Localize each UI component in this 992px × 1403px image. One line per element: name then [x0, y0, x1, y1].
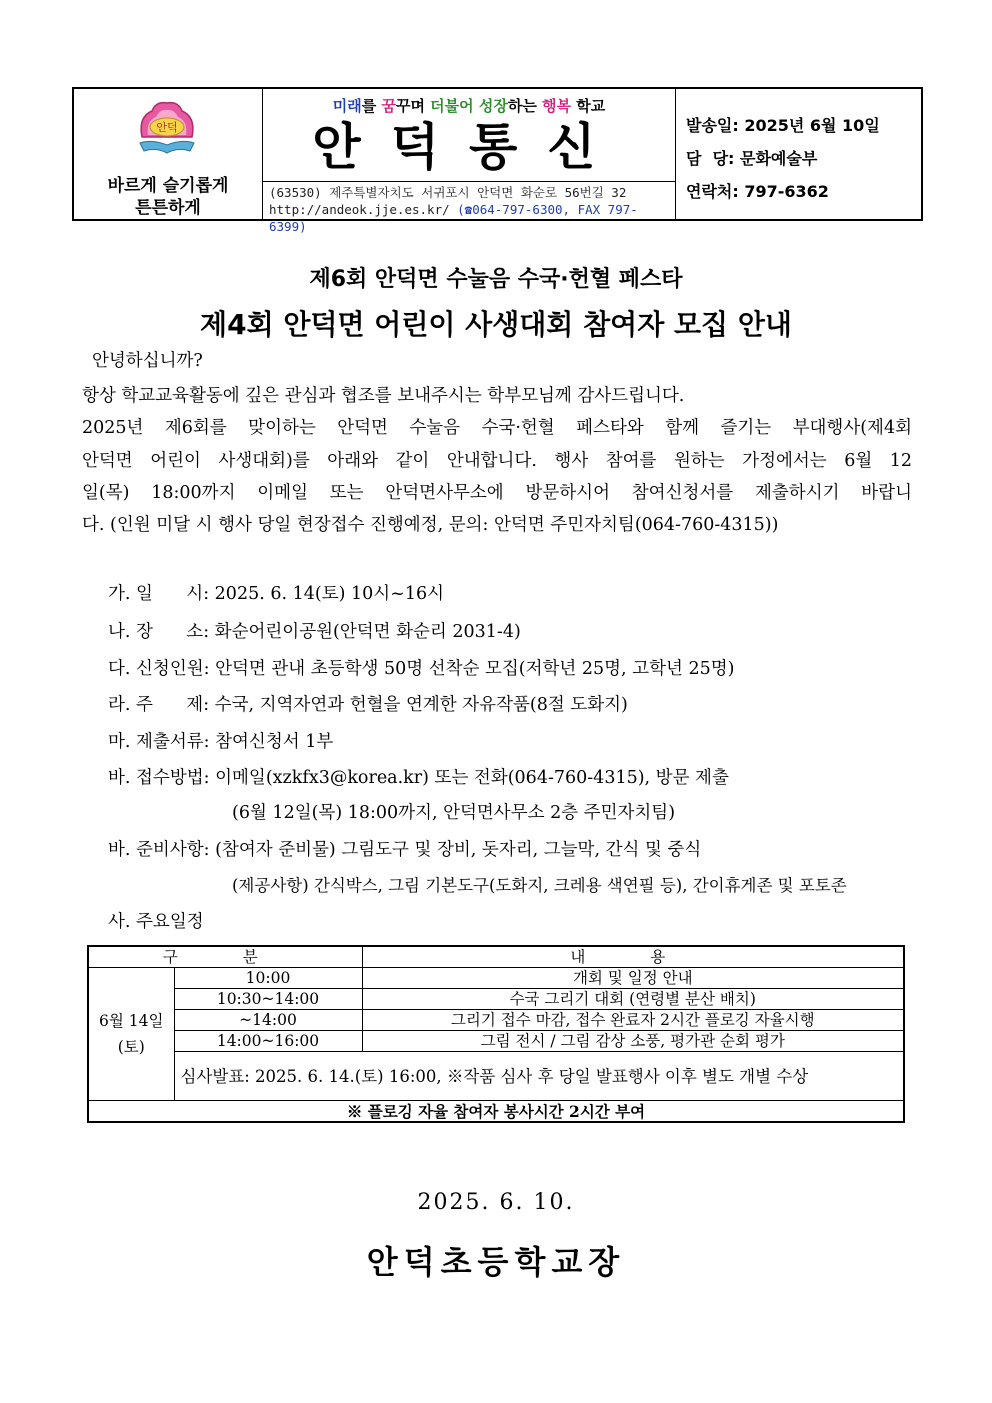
- school-emblem-panel: [74, 89, 263, 219]
- header-category: 구 분: [88, 946, 362, 968]
- row-content: 수국 그리기 대회 (연령별 분산 배치): [362, 989, 904, 1010]
- row-time: 10:00: [174, 968, 362, 989]
- slogan-segment: 꾸며: [395, 97, 431, 115]
- item-schedule-heading: 사. 주요일정: [108, 912, 204, 932]
- greeting: 안녕하십니까?: [92, 351, 203, 371]
- row-time: 14:00~16:00: [174, 1031, 362, 1052]
- emblem-text: 안덕: [156, 121, 178, 134]
- slogan-segment: 행복: [542, 97, 572, 115]
- motto-line-1: 바르게 슬기롭게: [107, 176, 229, 196]
- row-time: ~14:00: [174, 1010, 362, 1031]
- table-row: [88, 989, 904, 1010]
- masthead-title: 안덕통신: [312, 117, 626, 176]
- school-emblem-icon: [134, 99, 200, 159]
- school-phone: (☎064-797-6300, FAX 797-6399): [269, 202, 638, 234]
- contact-number: 연락처: 797-6362: [686, 182, 829, 201]
- school-address-box: [263, 181, 675, 234]
- motto-line-2: 튼튼하게: [135, 198, 201, 218]
- table-footnote-row: [88, 1101, 904, 1123]
- event-weekday: (토): [117, 1038, 145, 1056]
- school-homepage[interactable]: http://andeok.jje.es.kr/: [269, 202, 450, 217]
- item-place: 나. 장 소: 화순어린이공원(안덕면 화순리 2031-4): [108, 622, 521, 642]
- item-submission-deadline: (6월 12일(목) 18:00까지, 안덕면사무소 2층 주민자치팀): [232, 803, 676, 823]
- item-applicants: 다. 신청인원: 안덕면 관내 초등학생 50명 선착순 모집(저학년 25명, 고학년 25명): [108, 659, 735, 679]
- table-row: [88, 1031, 904, 1052]
- page-title: 제4회 안덕면 어린이 사생대회 참여자 모집 안내: [200, 308, 792, 341]
- slogan-segment: 하는: [507, 97, 543, 115]
- header-content: 내 용: [362, 946, 904, 968]
- slogan-segment: 미래: [332, 97, 362, 115]
- school-slogan: [263, 95, 675, 116]
- judging-announcement: 심사발표: 2025. 6. 14.(토) 16:00, ※작품 심사 후 당일 발표행사 이후 별도 개별 수상: [174, 1052, 904, 1101]
- newsletter-header: [72, 87, 923, 234]
- masthead-panel: [263, 89, 676, 234]
- row-content: 개회 및 일정 안내: [362, 968, 904, 989]
- table-row: [88, 1052, 904, 1101]
- item-documents: 마. 제출서류: 참여신청서 1부: [108, 732, 334, 752]
- table-row: [88, 968, 904, 989]
- item-provided: (제공사항) 간식박스, 그림 기본도구(도화지, 크레용 색연필 등), 간이휴게존 및 포토존: [232, 876, 847, 895]
- item-theme: 라. 주 제: 수국, 지역자연과 헌혈을 연계한 자유작품(8절 도화지): [108, 695, 628, 715]
- school-contact-line: [269, 201, 669, 235]
- schedule-table: [87, 945, 905, 1123]
- item-preparation: 바. 준비사항: (참여자 준비물) 그림도구 및 장비, 돗자리, 그늘막, 간식 및 중식: [108, 840, 702, 860]
- body-line-4: 일(목) 18:00까지 이메일 또는 안덕면사무소에 방문하시어 참여신청서를 제출하시기 바랍니: [82, 483, 912, 503]
- slogan-segment: 더불어 성장: [430, 97, 508, 115]
- table-row: [88, 1010, 904, 1031]
- body-line-1: 항상 학교교육활동에 깊은 관심과 협조를 보내주시는 학부모님께 감사드립니다.: [82, 386, 685, 406]
- slogan-segment: 학교: [571, 97, 606, 115]
- table-header-row: [88, 946, 904, 968]
- item-date: 가. 일 시: 2025. 6. 14(토) 10시~16시: [108, 584, 444, 604]
- row-content: 그리기 접수 마감, 접수 완료자 2시간 플로깅 자율시행: [362, 1010, 904, 1031]
- department: 담 당: 문화예술부: [686, 149, 818, 168]
- issue-info-panel: [676, 89, 921, 219]
- row-time: 10:30~14:00: [174, 989, 362, 1010]
- event-day-cell: [88, 968, 174, 1101]
- slogan-segment: 를: [361, 97, 382, 115]
- school-address: (63530) 제주특별자치도 서귀포시 안덕면 화순로 56번길 32: [269, 185, 627, 200]
- body-line-5: 다. (인원 미달 시 행사 당일 현장접수 진행예정, 문의: 안덕면 주민자치팀(064-760-4315)): [82, 515, 779, 535]
- row-content: 그림 전시 / 그림 감상 소풍, 평가관 순회 평가: [362, 1031, 904, 1052]
- subtitle: 제6회 안덕면 수눌음 수국·헌혈 페스타: [309, 267, 683, 292]
- slogan-segment: 꿈: [381, 97, 396, 115]
- event-day: 6월 14일: [99, 1012, 164, 1030]
- body-line-2: 2025년 제6회를 맞이하는 안덕면 수눌음 수국·헌혈 페스타와 함께 즐기는 부대행사(제4회: [82, 418, 912, 438]
- issue-date-footer: 2025. 6. 10.: [417, 1190, 575, 1215]
- volunteer-footnote: ※ 플로깅 자율 참여자 봉사시간 2시간 부여: [88, 1101, 904, 1123]
- principal-signature: 안덕초등학교장: [366, 1243, 626, 1281]
- school-motto: [74, 175, 262, 219]
- issue-date: 발송일: 2025년 6월 10일: [686, 116, 880, 135]
- item-submission: 바. 접수방법: 이메일(xzkfx3@korea.kr) 또는 전화(064-760-4315), 방문 제출: [108, 768, 729, 788]
- body-line-3: 안덕면 어린이 사생대회)를 아래와 같이 안내합니다. 행사 참여를 원하는 가정에서는 6월 12: [82, 451, 912, 471]
